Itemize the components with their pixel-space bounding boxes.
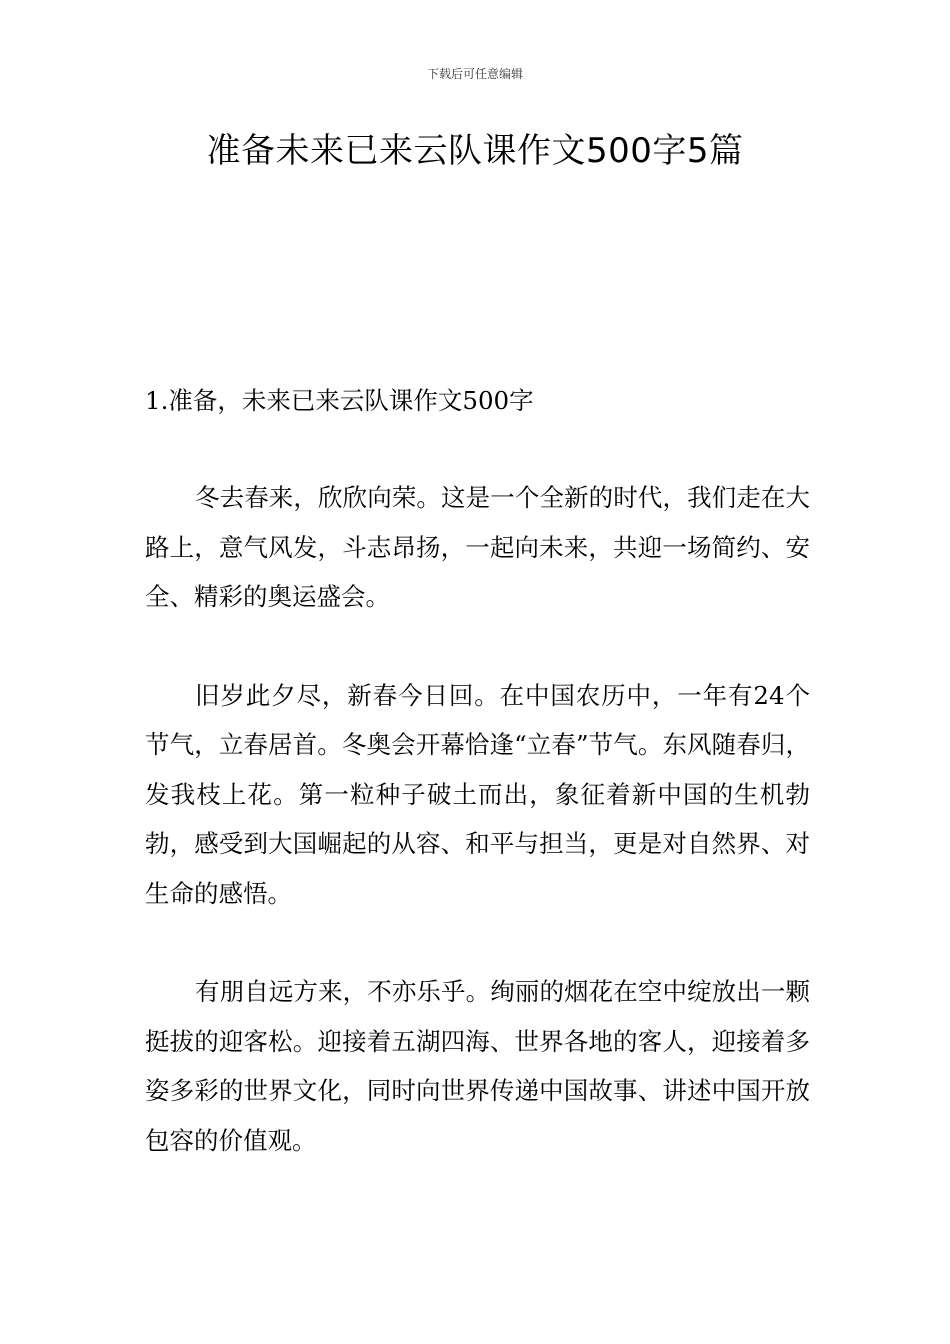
document-body xyxy=(145,377,810,1165)
paragraph-2: 旧岁此夕尽，新春今日回。在中国农历中，一年有24个节气，立春居首。冬奥会开幕恰逢“立春”节气。东风随春归，发我枝上花。第一粒种子破土而出，象征着新中国的生机勃勃，感受到大国崛起的从容、和平与担当，更是对自然界、对生命的感悟。 xyxy=(145,680,810,908)
page-title: 准备未来已来云队课作文500字5篇 xyxy=(206,131,744,171)
section-heading: 1.准备，未来已来云队课作文500字 xyxy=(145,386,534,415)
paragraph-3: 有朋自远方来，不亦乐乎。绚丽的烟花在空中绽放出一颗挺拔的迎客松。迎接着五湖四海、世界各地的客人，迎接着多姿多彩的世界文化，同时向世界传递中国故事、讲述中国开放包容的价值观。 xyxy=(145,977,810,1155)
header-note: 下载后可任意编辑 xyxy=(426,67,523,81)
paragraph-1: 冬去春来，欣欣向荣。这是一个全新的时代，我们走在大路上，意气风发，斗志昂扬，一起向未来，共迎一场简约、安全、精彩的奥运盛会。 xyxy=(145,483,810,611)
